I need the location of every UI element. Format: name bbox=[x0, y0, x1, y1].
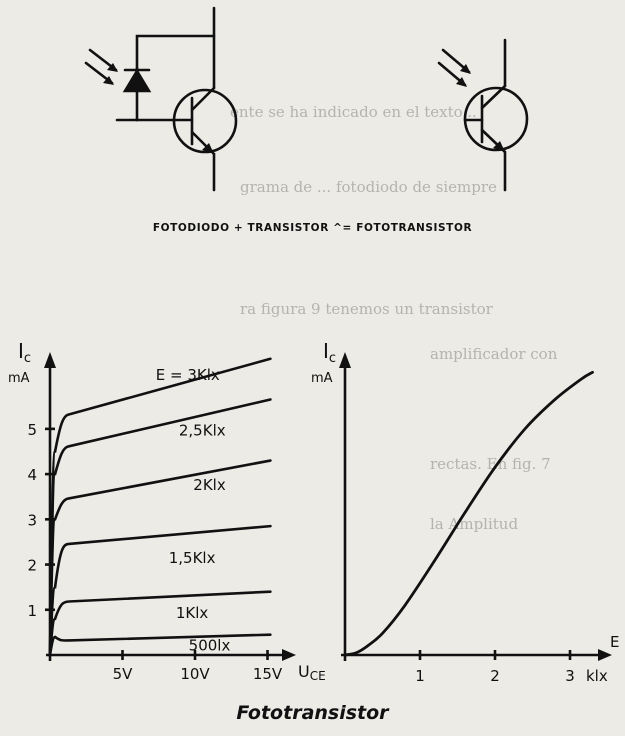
y-axis-label: $I_c$ bbox=[18, 339, 32, 366]
y-tick-label: 5 bbox=[27, 420, 37, 439]
curve-label: E = 3Klx bbox=[155, 366, 220, 385]
x-tick-label: 3 bbox=[565, 667, 575, 685]
curve-label: 2,5Klx bbox=[178, 421, 226, 440]
x-tick-label: 1 bbox=[415, 667, 425, 685]
figure-title: Fototransistor bbox=[236, 702, 389, 724]
y-tick-label: 3 bbox=[27, 511, 37, 530]
x-tick-label: 10V bbox=[180, 665, 210, 683]
curve-label: 2Klx bbox=[193, 475, 226, 494]
schematic-caption: FOTODIODO + TRANSISTOR ^= FOTOTRANSISTOR bbox=[152, 222, 473, 234]
y-axis-unit: mA bbox=[8, 371, 30, 386]
x-axis-unit: klx bbox=[586, 667, 608, 685]
curve-label: 1Klx bbox=[175, 603, 209, 622]
transfer-curve bbox=[345, 372, 593, 655]
x-tick-label: 2 bbox=[490, 667, 500, 685]
y-axis-arrow bbox=[339, 352, 351, 368]
bleed-text: ente se ha indicado en el texto... bbox=[230, 103, 477, 121]
x-tick-label: 5V bbox=[112, 665, 133, 683]
bleed-text: grama de ... fotodiodo de siempre bbox=[240, 178, 497, 196]
bleed-text: rectas. En fig. 7 bbox=[430, 455, 551, 473]
bleed-text: ra figura 9 tenemos un transistor bbox=[240, 300, 493, 318]
curve-label: 1,5Klx bbox=[168, 549, 216, 568]
curve-label: 500lx bbox=[188, 636, 231, 655]
y-tick-label: 1 bbox=[27, 601, 37, 620]
x-axis-label-sub: CE bbox=[309, 669, 326, 683]
y-axis-label-sub: c bbox=[328, 351, 337, 366]
x-axis-label: E bbox=[610, 633, 620, 651]
y-tick-label: 4 bbox=[27, 466, 37, 485]
x-tick-label: 15V bbox=[252, 665, 283, 683]
y-axis-label-sub: c bbox=[23, 351, 32, 366]
x-axis-label: UCE bbox=[298, 662, 326, 683]
bleed-text: la Amplitud bbox=[430, 515, 519, 533]
y-axis-unit: mA bbox=[311, 371, 333, 386]
bleed-text: amplificador con bbox=[430, 345, 558, 363]
y-tick-label: 2 bbox=[27, 556, 37, 575]
y-axis-label: $I_c$ bbox=[323, 339, 337, 366]
